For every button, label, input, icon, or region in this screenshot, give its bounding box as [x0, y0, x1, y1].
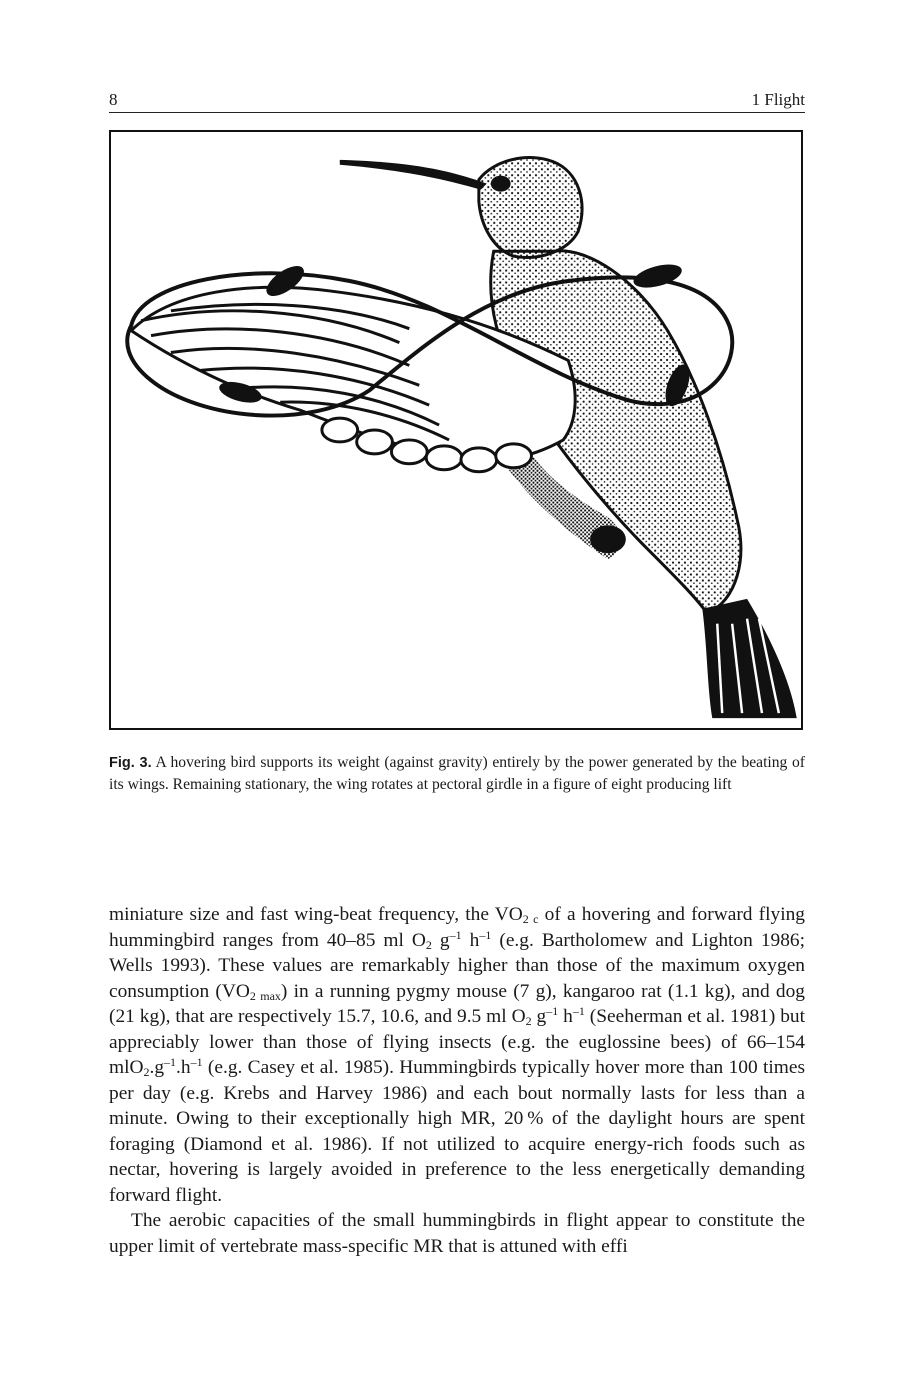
superscript: –1: [546, 1004, 559, 1018]
subscript: 2 max: [249, 988, 281, 1003]
figure-label: Fig. 3.: [109, 755, 152, 771]
text-run: .g: [149, 1057, 165, 1078]
hummingbird-illustration: [111, 132, 801, 728]
text-run: miniature size and fast wing-beat frequency, the VO: [109, 904, 523, 925]
superscript: –1: [190, 1055, 203, 1069]
text-run: of a hovering and forward flying hummingbird ranges from 40–85 ml O: [109, 904, 805, 951]
text-run: g: [431, 929, 450, 951]
chapter-title: 1 Flight: [751, 90, 805, 109]
head: [479, 158, 582, 258]
beak: [340, 160, 487, 190]
eye: [491, 176, 511, 192]
subscript: 2: [525, 1014, 532, 1028]
running-header: [109, 88, 805, 113]
figure-caption: [109, 752, 805, 795]
body-text: [109, 902, 805, 1259]
paragraph: The aerobic capacities of the small hummingbirds in flight appear to constitute the upper limit of vertebrate mass-specific MR that is attuned with effi: [109, 1210, 805, 1257]
text-run: (e.g. Bartholomew and Lighton 1986; Wells 1993). These values are remarkably higher than those of the maximum oxygen consumption (VO: [109, 929, 805, 1002]
text-run: .h: [176, 1057, 191, 1078]
superscript: –1: [164, 1055, 177, 1069]
text-run: h: [558, 1006, 573, 1027]
tail: [702, 599, 796, 718]
text-run: (Seeherman et al. 1981) but appreciably lower than those of flying insects (e.g. the euglossine bees) of 66–154 mlO: [109, 1006, 805, 1078]
subscript: 2: [425, 937, 432, 952]
text-run: (e.g. Casey et al. 1985). Hummingbirds typically hover more than 100 times per day (e.g. Krebs and Harvey 1986) and each bout normally lasts for less than a minute. Owing to their exceptionally high MR, 20 % of the daylight hours are spent foraging (Diamond et al. 1986). If not utilized to acquire energy-rich foods such as nectar, hovering is largely avoided in preference to the less energetically demanding forward flight.: [109, 1057, 805, 1206]
superscript: –1: [449, 927, 462, 942]
superscript: –1: [479, 927, 492, 942]
text-run: g: [531, 1006, 547, 1027]
subscript: 2 c: [522, 912, 539, 926]
superscript: –1: [572, 1004, 585, 1018]
text-run: h: [461, 929, 480, 951]
paragraph: [109, 902, 805, 1208]
page-number: 8: [109, 90, 118, 109]
subscript: 2: [143, 1065, 150, 1079]
text-run: ) in a running pygmy mouse (7 g), kangaroo rat (1.1 kg), and dog (21 kg), that are respectively 15.7, 10.6, and 9.5 ml O: [109, 980, 805, 1027]
hummingbird-figure: [109, 130, 803, 730]
figure-caption-text: A hovering bird supports its weight (against gravity) entirely by the power generated by the beating of its wings. Remaining stationary, the wing rotates at pectoral girdle in a figure of eight producing lift: [109, 754, 805, 793]
